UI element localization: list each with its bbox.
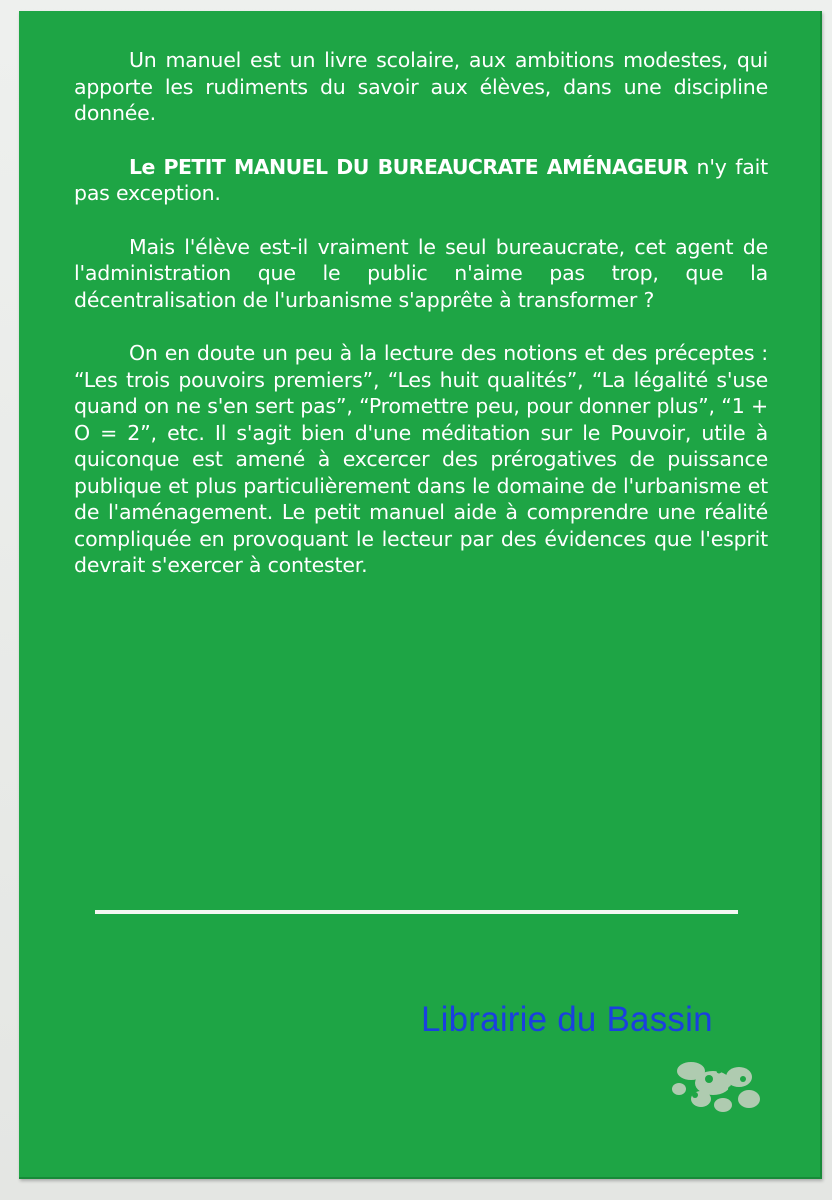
book-back-cover [19,11,822,1179]
paragraph-1-text: Un manuel est un livre scolaire, aux ambitions modestes, qui apporte les rudiments du savoir aux élèves, dans une discipline donnée. [74,48,768,125]
paragraph-4 [74,340,768,579]
wear-stain [661,1049,771,1119]
paragraph-2-text: n'y fait pas exception. [74,154,768,205]
book-title: Le PETIT MANUEL DU BUREAUCRATE AMÉNAGEUR [129,154,688,179]
paragraph-1 [74,47,768,127]
paragraph-2 [74,154,768,207]
paragraph-3 [74,234,768,314]
seller-watermark: Librairie du Bassin [421,1000,713,1039]
horizontal-rule [95,910,738,914]
blurb-text [74,47,768,606]
paragraph-4-text: On en doute un peu à la lecture des notions et des préceptes : “Les trois pouvoirs premiers”, “Les huit qualités”, “La légalité s'use quand on ne s'en sert pas”, “Promettre peu, pour donner plus”, “1 + O = 2”, etc. Il s'agit bien d'une méditation sur le Pouvoir, utile à quiconque est amené à excercer des prérogatives de puissance publique et plus particulièrement dans le domaine de l'urbanisme et de l'aménagement. Le petit manuel aide à comprendre une réalité compliquée en provoquant le lecteur par des évidences que l'esprit devrait s'exercer à contester. [74,341,768,577]
paragraph-3-text: Mais l'élève est-il vraiment le seul bureaucrate, cet agent de l'administration que le public n'aime pas trop, que la décentralisation de l'urbanisme s'apprête à transformer ? [74,234,768,312]
